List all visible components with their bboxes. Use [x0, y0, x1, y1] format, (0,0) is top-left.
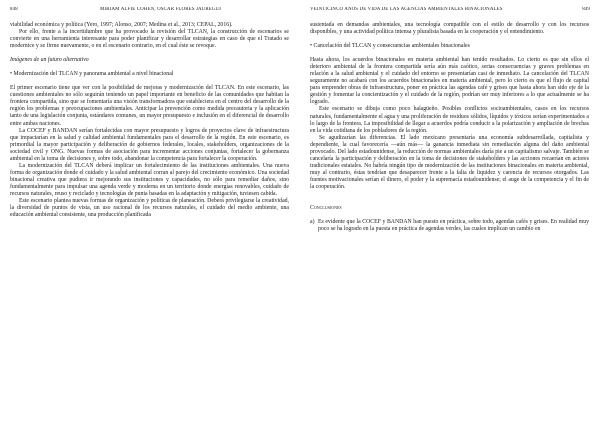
- left-paragraph-2: Por ello, frente a la incertidumbre que ha provocado la revisión del TLCAN, la construcción de escenarios se convierte en una herramienta interesante para poder planificar y desarrollar estrategias en caso de que el Tratado se modernice y se firme nuevamente, o en el escenario contrario, en el cual éste se revoque.: [10, 29, 289, 50]
- conclusion-item-a: [310, 219, 589, 233]
- subsection-heading-modernization: • Modernización del TLCAN y panorama ambiental a nivel binacional: [10, 71, 174, 78]
- left-page-number: 848: [10, 7, 18, 12]
- right-paragraph-2: Hasta ahora, los acuerdos binacionales en materia ambiental han tenido resultados. Lo cierto es que sin ellos el deterioro ambiental de la frontera compartida sería aún más caótico, serias consecuencias y graves problemas en relación a la salud ambiental y el cuidado del entorno se presentarían casi de inmediato. La cancelación del TLCAN seguramente no acabará con los acuerdos binacionales en materia ambiental, pero lo cierto es que el flujo de capital para emprender obras de infraestructura, poner en práctica las agendas café y grises que hasta ahora han sido eje de la gestión y fomentar la concientización y el cuidado de la región, podrían ser muy inferiores a lo que actualmente se ha logrado.: [310, 57, 589, 106]
- left-running-head: [10, 7, 290, 16]
- right-paragraph-3: Este escenario se dibuja como poco halagüeño. Posibles conflictos socioambientales, casos en los recursos naturales, fundamentalmente el agua y una proliferación de residuos sólidos, líquidos y tóxicos serían experimentados a lo largo de la frontera. La imposibilidad de llegar a acuerdos podría conducir a la polarización y ampliación de brechas en la vida cotidiana de los pobladores de la región.: [310, 106, 589, 134]
- right-page-body: [310, 22, 589, 233]
- right-page: [300, 0, 600, 431]
- right-running-title: VEINTICINCO AÑOS DE VIDA DE LAS AGENCIAS AMBIENTALES BINACIONALES: [310, 7, 503, 12]
- left-page-body: [10, 22, 289, 219]
- right-paragraph-1: sustentada en demandas ambientales, una tecnología compatible con el estilo de desarrollo y con los recursos disponibles, y una actividad política intensa y pluralista basada en la cooperación y el entendimiento.: [310, 22, 589, 36]
- section-heading-conclusions: Conclusiones: [310, 205, 342, 212]
- right-paragraph-4: Se agudizarían las diferencias. El lado mexicano presentaría una economía subdesarrollada, capitalista y dependiente, la cual favorecería —aún más— la ganancia inmediata sin remediación alguna del daño ambiental provocado. Del lado estadounidense, la reducción de normas ambientales daría pie a un capitalismo salvaje. También se cancelaría la participación y deliberación en la toma de decisiones de stakeholders y las acciones recaerían en actores tradicionales estatales. No habría ningún tipo de modernización de las instituciones binacionales en materia ambiental, muy al contrario, éstas tendrían que desaparecer frente a la falta de liquidez y carencia de recursos otorgados. Las fuentes motivacionales serían el dinero, el poder y la supremacía estadounidense; el auge de la competencia y el fin de la cooperación.: [310, 134, 589, 190]
- left-paragraph-4: La COCEF y BANDAN serían fortalecidas con mayor presupuesto y logros de proyectos clave de infraestructura que impactarían en la salud y calidad ambiental fundamentales para el desarrollo de la región. En este escenario, es primordial la mayor participación y deliberación de gobiernos federales, locales, stakeholders, organizaciones de la sociedad civil y ONG. Nuevas formas de asociación para incrementar acciones conjuntas, fortalecer la gobernanza ambiental en la toma de decisiones y, sobre todo, abandonar la competencia para fortalecer la cooperación.: [10, 127, 289, 162]
- subsection-heading-cancellation: • Cancelación del TLCAN y consecuencias ambientales binacionales: [310, 43, 470, 50]
- conclusion-item-text: Es evidente que la COCEF y BANDAN han puesto en práctica, sobre todo, agendas cafés y grises. En realidad muy poco se ha logrado en la puesta en práctica de agendas verdes, las cuales implican un cambio en: [318, 219, 589, 233]
- right-page-number: 849: [582, 7, 590, 12]
- left-running-title: MIRIAM ALFIE COHEN, ÓSCAR FLORES JÁUREGUI: [100, 7, 222, 12]
- left-paragraph-1: viabilidad económica y política (Yero, 1997; Alonso, 2007; Medina et al., 2013; CEPAL, 2016).: [10, 22, 233, 28]
- section-heading-alternative-future: Imágenes de un futuro alternativo: [10, 57, 89, 64]
- right-running-head: [310, 7, 590, 16]
- left-paragraph-3: El primer escenario tiene que ver con la posibilidad de mejoras y modernización del TLCAN. En este escenario, las cuestiones ambientales no sólo seguirán teniendo un papel importante en beneficio de las comunidades que habitan la frontera compartida, sino que se fomentaría una visión transformadora que estableciera en el centro del desarrollo de la región los problemas y preocupaciones ambientales. Anticipar la prevención como medida precautoria y la aplicación tanto de una legislación conjunta, estándares comunes, un mayor presupuesto e inclusión en el diferencial de desarrollo entre ambas naciones.: [10, 85, 289, 127]
- left-paragraph-5: La modernización del TLCAN deberá implicar un fortalecimiento de las instituciones ambientales. Una nueva forma de organización donde el cuidado y la salud ambiental corran al parejo del crecimiento económico. Una sociedad binacional creativa que pudiera ir mejorando sus instituciones y capacidades, no sólo para remediar daños, sino fundamentalmente para impulsar una agenda verde y moderna en un territorio donde energías renovables, cuidado de recursos naturales, reuso y reciclado y tecnologías de punta basadas en la adaptación y mitigación, tuviesen cabida.: [10, 162, 289, 197]
- conclusion-item-marker: a): [310, 219, 315, 226]
- left-paragraph-6: Este escenario plantea nuevas formas de organización y políticas de planeación. Deberá privilegiarse la creatividad, la diversidad de puntos de vista, un uso racional de los recursos naturales, el cuidado del medio ambiente, una educación ambiental consistente, una producción planificada: [10, 198, 289, 219]
